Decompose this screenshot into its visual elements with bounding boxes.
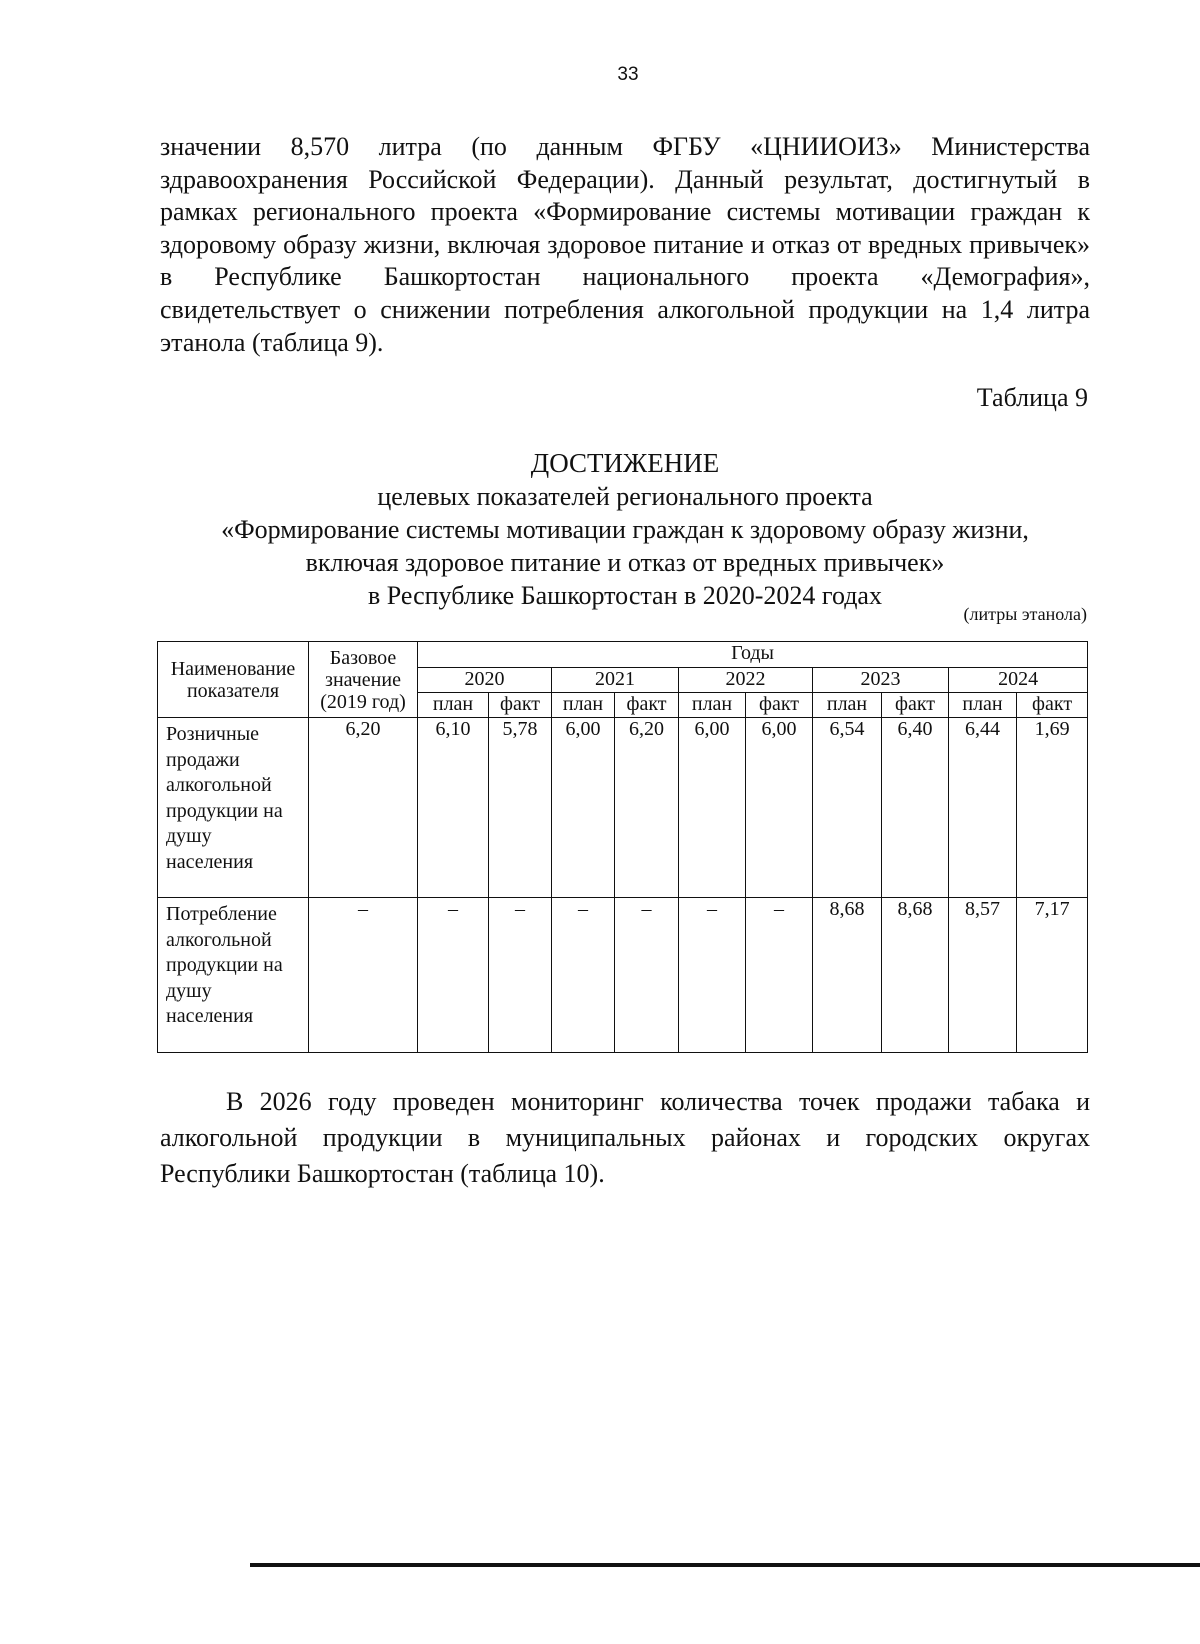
title-line: ДОСТИЖЕНИЕ (530, 448, 720, 478)
year-header: 2022 (679, 668, 813, 693)
plan-header: план (418, 693, 489, 718)
closing-paragraph: В 2026 году проведен мониторинг количества точек продажи табака и алкогольной продукции в муниципальных районах и городских округах Республики Башкортостан (таблица 10). (160, 1087, 1090, 1188)
fact-header: факт (615, 693, 679, 718)
value-cell: – (418, 898, 489, 1053)
header-years: Годы (418, 642, 1088, 668)
year-header: 2021 (552, 668, 679, 693)
title-line: целевых показателей регионального проекта (377, 482, 873, 511)
value-cell: – (552, 898, 615, 1053)
fact-header: факт (882, 693, 949, 718)
value-cell: 1,69 (1017, 718, 1088, 898)
value-cell: 6,00 (552, 718, 615, 898)
base-value: – (309, 898, 418, 1053)
page-number: 33 (617, 64, 639, 85)
row-name: Потребление алкогольной продукции на душу населения (158, 898, 309, 1053)
value-cell: – (489, 898, 552, 1053)
header-base: Базовое значение (2019 год) (309, 642, 418, 718)
fact-header: факт (746, 693, 813, 718)
units-note: (литры этанола) (963, 604, 1087, 624)
year-header: 2023 (813, 668, 949, 693)
value-cell: 8,68 (813, 898, 882, 1053)
indicators-table (157, 641, 1088, 1053)
value-cell: 6,20 (615, 718, 679, 898)
value-cell: – (615, 898, 679, 1053)
title-line: в Республике Башкортостан в 2020-2024 годах (368, 581, 882, 610)
row-name: Розничные продажи алкогольной продукции на душу населения (158, 718, 309, 898)
value-cell: – (679, 898, 746, 1053)
value-cell: 5,78 (489, 718, 552, 898)
plan-header: план (552, 693, 615, 718)
table-title (160, 447, 1090, 612)
plan-header: план (679, 693, 746, 718)
table-label: Таблица 9 (976, 383, 1088, 412)
value-cell: 6,40 (882, 718, 949, 898)
plan-header: план (949, 693, 1017, 718)
value-cell: 8,68 (882, 898, 949, 1053)
value-cell: 6,44 (949, 718, 1017, 898)
fact-header: факт (489, 693, 552, 718)
value-cell: 6,00 (746, 718, 813, 898)
plan-header: план (813, 693, 882, 718)
fact-header: факт (1017, 693, 1088, 718)
value-cell: 7,17 (1017, 898, 1088, 1053)
value-cell: 6,10 (418, 718, 489, 898)
year-header: 2020 (418, 668, 552, 693)
value-cell: – (746, 898, 813, 1053)
value-cell: 6,00 (679, 718, 746, 898)
base-value: 6,20 (309, 718, 418, 898)
value-cell: 8,57 (949, 898, 1017, 1053)
header-name: Наименование показателя (158, 642, 309, 718)
title-line: включая здоровое питание и отказ от вредных привычек» (305, 548, 945, 577)
title-line: «Формирование системы мотивации граждан к здоровому образу жизни, (221, 515, 1029, 544)
year-header: 2024 (949, 668, 1088, 693)
scan-edge-line (250, 1563, 1200, 1567)
value-cell: 6,54 (813, 718, 882, 898)
intro-paragraph: значении 8,570 литра (по данным ФГБУ «ЦНИИОИЗ» Министерства здравоохранения Российской Федерации). Данный результат, достигнутый в рамках регионального проекта «Формирование системы мотивации граждан к здоровому образу жизни, включая здоровое питание и отказ от вредных привычек» в Республике Башкортостан национального проекта «Демография», свидетельствует о снижении потребления алкогольной продукции на 1,4 литра этанола (таблица 9). (160, 132, 1090, 357)
